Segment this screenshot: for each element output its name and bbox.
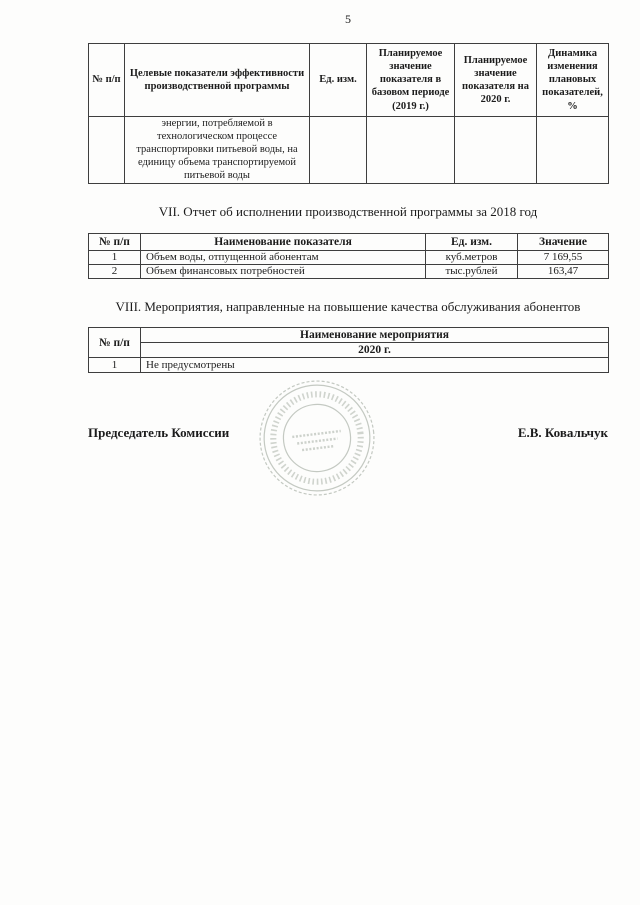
cell-unit <box>310 116 367 184</box>
cell-plan-value <box>455 116 537 184</box>
table-header-row <box>89 233 609 250</box>
table-row <box>89 264 609 278</box>
table-subheader-row <box>89 343 609 358</box>
cell-num <box>89 116 125 184</box>
cell-num: 2 <box>89 264 141 278</box>
col-header-base-value: Планируемое значение показателя в базовом периоде (2019 г.) <box>367 44 455 117</box>
table-header-row <box>89 328 609 343</box>
program-indicators-table <box>88 43 609 184</box>
table-row <box>89 250 609 264</box>
cell-name: Объем воды, отпущенной абонентам <box>141 250 426 264</box>
cell-name: Объем финансовых потребностей <box>141 264 426 278</box>
signer-name: Е.В. Ковальчук <box>517 425 608 441</box>
section-viii-title: VIII. Мероприятия, направленные на повышение качества обслуживания абонентов <box>115 298 581 314</box>
col-header-num: № п/п <box>89 44 125 117</box>
cell-measure: Не предусмотрены <box>141 358 609 373</box>
col-header-value: Значение <box>518 233 609 250</box>
col-header-name: Наименование показателя <box>141 233 426 250</box>
section-vii-title: VII. Отчет об исполнении производственной программы за 2018 год <box>158 204 538 220</box>
table-row <box>89 116 609 184</box>
cell-dynamics <box>537 116 609 184</box>
col-header-unit: Ед. изм. <box>310 44 367 117</box>
col-header-unit: Ед. изм. <box>426 233 518 250</box>
cell-base-value <box>367 116 455 184</box>
official-stamp-icon <box>249 370 385 506</box>
cell-unit: куб.метров <box>426 250 518 264</box>
col-header-num: № п/п <box>89 328 141 358</box>
col-header-measure: Наименование мероприятия <box>141 328 609 343</box>
year-subheader: 2020 г. <box>141 343 609 358</box>
table-header-row <box>89 44 609 117</box>
page-number: 5 <box>345 12 351 26</box>
col-header-dynamics: Динамика изменения плановых показателей, % <box>537 44 609 117</box>
measures-table <box>88 327 609 373</box>
col-header-plan-value: Планируемое значение показателя на 2020 г. <box>455 44 537 117</box>
report-2018-table <box>88 233 609 279</box>
signer-title: Председатель Комиссии <box>88 425 230 441</box>
cell-num: 1 <box>89 250 141 264</box>
cell-indicator: энергии, потребляемой в технологическом процессе транспортировки питьевой воды, на единицу объема транспортируемой питьевой воды <box>125 116 310 184</box>
cell-unit: тыс.рублей <box>426 264 518 278</box>
signature-block <box>88 425 608 441</box>
table-row <box>89 358 609 373</box>
col-header-num: № п/п <box>89 233 141 250</box>
col-header-indicator: Целевые показатели эффективности производственной программы <box>125 44 310 117</box>
cell-value: 7 169,55 <box>518 250 609 264</box>
cell-value: 163,47 <box>518 264 609 278</box>
cell-num: 1 <box>89 358 141 373</box>
